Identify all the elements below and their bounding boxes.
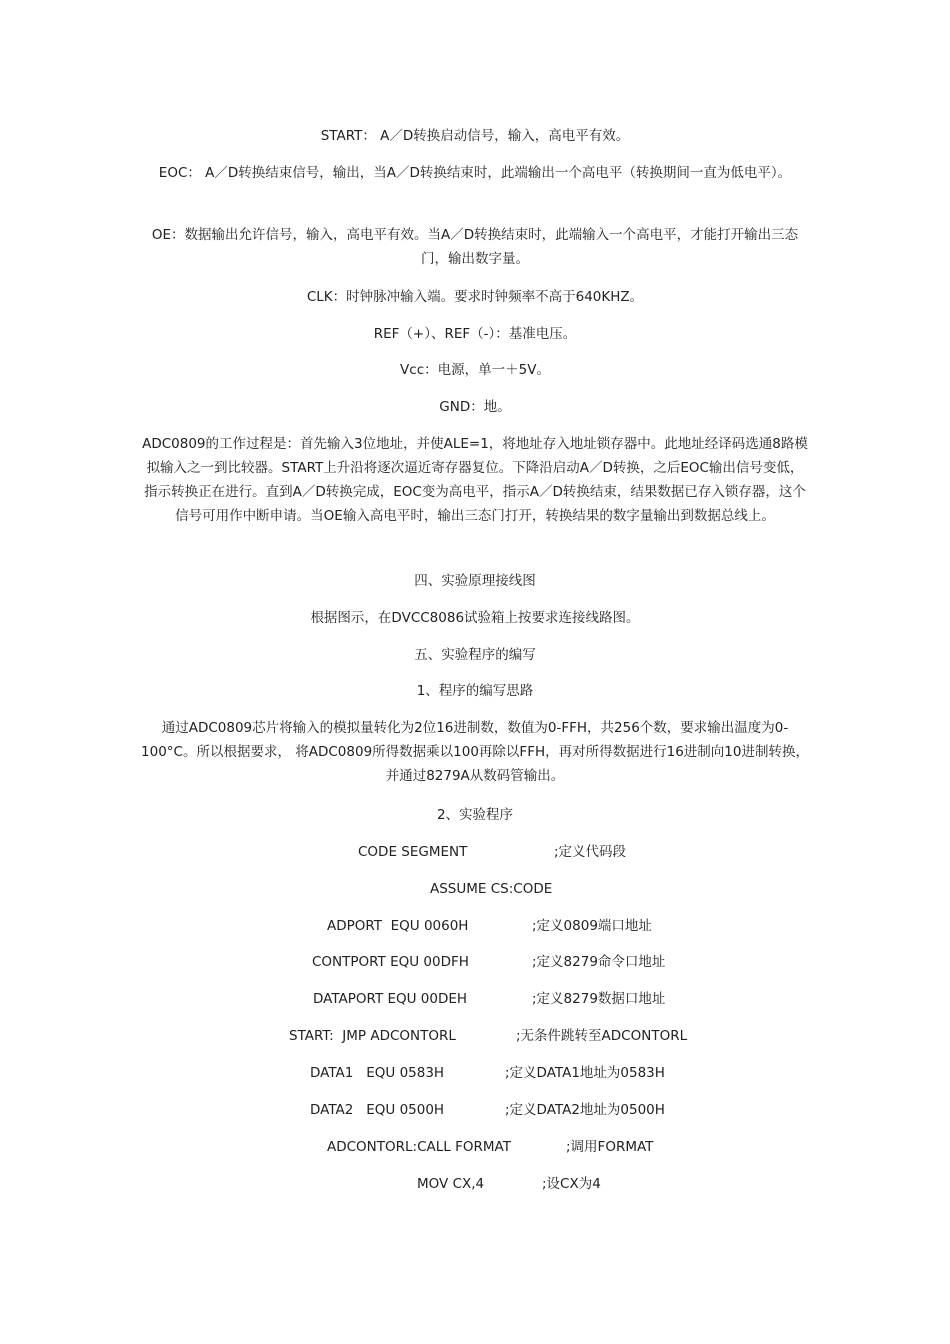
pin-eoc-desc: EOC： A／D转换结束信号，输出，当A／D转换结束时，此端输出一个高电平（转换期间一直为低电平）。 [158,165,792,181]
code-instruction: DATA2 EQU 0500H [310,1102,445,1118]
section5-sub2-heading: 2、实验程序 [436,807,514,823]
code-instruction: MOV CX,4 [417,1176,485,1192]
code-line [0,1061,665,1085]
code-line [0,877,553,901]
pin-ref-desc: REF（+）、REF（-）：基准电压。 [373,326,577,342]
pin-gnd-desc: GND：地。 [439,399,511,415]
code-line [0,1172,601,1196]
section4-heading: 四、实验原理接线图 [414,573,536,589]
code-comment: ;定义8279命令口地址 [532,954,666,970]
code-line [0,987,666,1011]
code-instruction: CONTPORT EQU 00DFH [312,954,469,970]
code-line [0,1098,665,1122]
code-comment: ;调用FORMAT [566,1139,654,1155]
adc-process-paragraph: ADC0809的工作过程是：首先输入3位地址，并使ALE=1，将地址存入地址锁存器中。此地址经译码选通8路模拟输入之一到比较器。START上升沿将逐次逼近寄存器复位。下降沿启动A／D转换，之后EOC输出信号变低，指示转换正在进行。直到A／D转换完成，EOC变为高电平，指示A／D转换结束，结果数据已存入锁存器，这个信号可用作中断申请。当OE输入高电平时，输出三态门打开，转换结果的数字量输出到数据总线上。 [142,436,808,524]
code-line [0,950,666,974]
code-comment: ;定义DATA1地址为0583H [505,1065,665,1081]
code-instruction: DATA1 EQU 0583H [310,1065,445,1081]
code-comment: ;定义代码段 [554,844,627,860]
pin-vcc-desc: Vcc：电源，单一＋5V。 [400,362,550,378]
code-line [0,1024,688,1048]
code-instruction: ADCONTORL:CALL FORMAT [327,1139,511,1155]
code-line [0,840,627,864]
section4-text: 根据图示，在DVCC8086试验箱上按要求连接线路图。 [310,610,640,626]
code-instruction: ADPORT EQU 0060H [327,918,469,934]
code-line [0,914,652,938]
code-comment: ;无条件跳转至ADCONTORL [516,1028,688,1044]
code-instruction: DATAPORT EQU 00DEH [313,991,468,1007]
pin-clk-desc: CLK：时钟脉冲输入端。要求时钟频率不高于640KHZ。 [306,289,644,305]
code-line [0,1135,654,1159]
section5-idea-paragraph: 通过ADC0809芯片将输入的模拟量转化为2位16进制数，数值为0-FFH，共256个数，要求输出温度为0-100°C。所以根据要求， 将ADC0809所得数据乘以100再除以FFH，再对所得数据进行16进制向10进制转换，并通过8279A从数码管输出。 [141,720,809,784]
code-comment: ;定义0809端口地址 [532,918,652,934]
section5-heading: 五、实验程序的编写 [414,647,536,663]
code-instruction: START: JMP ADCONTORL [289,1028,456,1044]
code-instruction: CODE SEGMENT [358,844,468,860]
pin-start-desc: START： A／D转换启动信号，输入，高电平有效。 [320,128,630,144]
code-comment: ;设CX为4 [542,1176,601,1192]
section5-sub1-heading: 1、程序的编写思路 [416,683,534,699]
pin-oe-desc: OE：数据输出允许信号，输入，高电平有效。当A／D转换结束时，此端输入一个高电平，才能打开输出三态门，输出数字量。 [151,227,799,267]
code-comment: ;定义8279数据口地址 [532,991,666,1007]
code-instruction: ASSUME CS:CODE [430,881,553,897]
code-comment: ;定义DATA2地址为0500H [505,1102,665,1118]
